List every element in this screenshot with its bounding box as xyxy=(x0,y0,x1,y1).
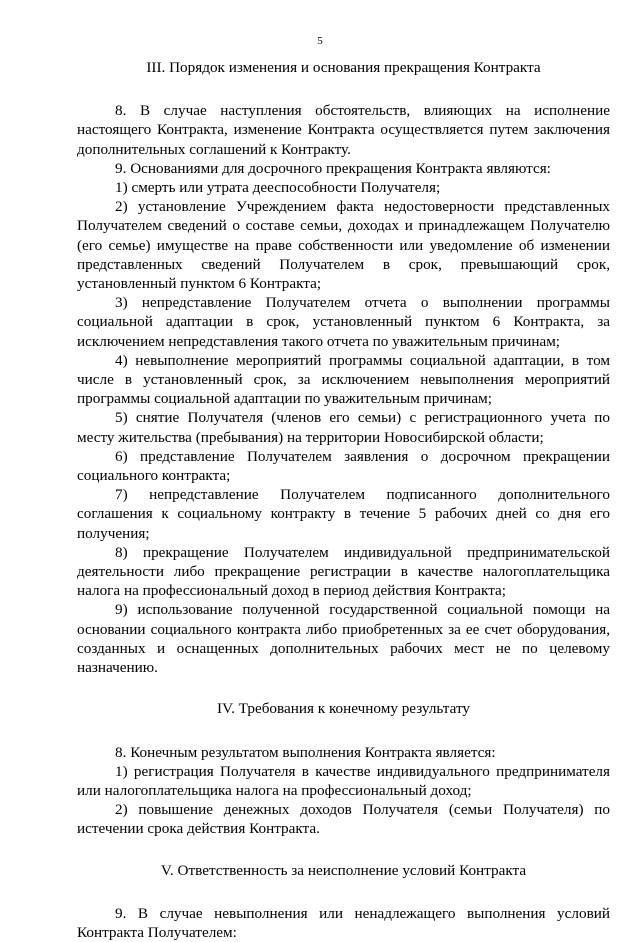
section-heading: V. Ответственность за неисполнение условий Контракта xyxy=(160,861,527,879)
list-item: 1) регистрация Получателя в качестве индивидуального предпринимателя или налогоплательщика налога на профессиональный доход; xyxy=(77,762,610,799)
section-heading: III. Порядок изменения и основания прекращения Контракта xyxy=(146,59,541,76)
section-heading: IV. Требования к конечному результату xyxy=(217,700,470,718)
page-number: 5 xyxy=(317,35,323,47)
list-item: 4) невыполнение мероприятий программы социальной адаптации, в том числе в установленный срок, за исключением невыполнения мероприятий программы социальной адаптации по уважительным причинам; xyxy=(77,351,610,408)
list-item: 2) установление Учреждением факта недостоверности представленных Получателем сведений о составе семьи, доходах и принадлежащем Получателю (его семье) имуществе на праве собственности или уведомление об изменении представленных сведений Получателем в срок, превышающий срок, установленный пунктом 6 Контракта; xyxy=(77,198,610,293)
list-item: 6) представление Получателем заявления о досрочном прекращении социального контракта; xyxy=(77,447,610,485)
list-item: 5) снятие Получателя (членов его семьи) с регистрационного учета по месту жительства (пребывания) на территории Новосибирской области; xyxy=(77,409,610,446)
list-item: 9) использование полученной государственной социальной помощи на основании социального контракта либо приобретенных за ее счет оборудования, созданных и оснащенных дополнительных рабочих мест не по целевому назначению. xyxy=(77,601,610,677)
list-item: 7) непредставление Получателем подписанного дополнительного соглашения к социальному контракту в течение 5 рабочих дней со дня его получения; xyxy=(77,486,610,542)
list-item: 8) прекращение Получателем индивидуальной предпринимательской деятельности либо прекращение регистрации в качестве налогоплательщика налога на профессиональный доход в период действия Контракта; xyxy=(77,543,610,600)
paragraph: 9. Основаниями для досрочного прекращения Контракта являются: xyxy=(115,159,551,177)
paragraph: 8. В случае наступления обстоятельств, влияющих на исполнение настоящего Контракта, изменение Контракта осуществляется путем заключения дополнительных соглашений к Контракту. xyxy=(77,102,610,158)
section-5 xyxy=(77,861,610,942)
list-item: 2) повышение денежных доходов Получателя (семьи Получателя) по истечении срока действия Контракта. xyxy=(77,801,610,838)
document-body xyxy=(77,58,610,942)
paragraph: 8. Конечным результатом выполнения Контракта является: xyxy=(115,743,496,761)
list-item: 3) непредставление Получателем отчета о выполнении программы социальной адаптации в срок, установленный пунктом 6 Контракта, за исключением непредставления такого отчета по уважительным причинам; xyxy=(77,294,610,350)
paragraph: 9. В случае невыполнения или ненадлежащего выполнения условий Контракта Получателем: xyxy=(77,904,610,941)
section-3 xyxy=(77,58,610,677)
list-item: 1) смерть или утрата дееспособности Получателя; xyxy=(115,179,441,197)
section-4 xyxy=(77,699,610,838)
